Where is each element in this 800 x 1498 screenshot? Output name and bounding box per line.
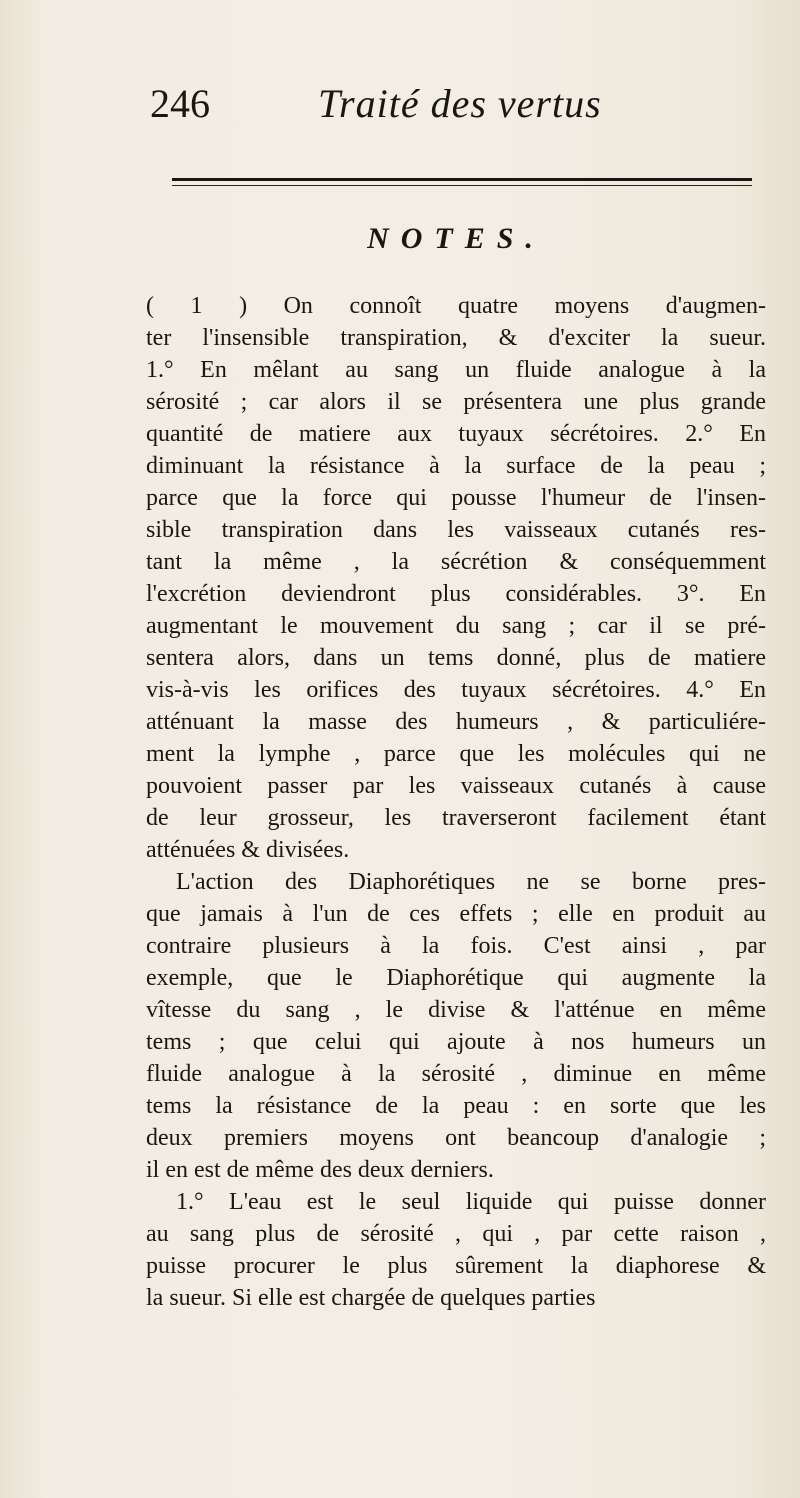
text-line: quantité de matiere aux tuyaux sécrétoires. 2.° En [146,421,766,447]
text-line: augmentant le mouvement du sang ; car il se pré- [146,613,766,639]
text-line: contraire plusieurs à la fois. C'est ainsi , par [146,933,766,959]
text-line: ( 1 ) On connoît quatre moyens d'augmen- [146,293,766,319]
text-line: L'action des Diaphorétiques ne se borne pres- [176,869,766,895]
text-line: que jamais à l'un de ces effets ; elle en produit au [146,901,766,927]
text-line: deux premiers moyens ont beancoup d'analogie ; [146,1125,766,1151]
page-header [150,72,750,132]
text-line: diminuant la résistance à la surface de la peau ; [146,453,766,479]
text-line: atténuées & divisées. [146,837,350,863]
text-line: sentera alors, dans un tems donné, plus de matiere [146,645,766,671]
text-line: sible transpiration dans les vaisseaux cutanés res- [146,517,766,543]
text-line: sérosité ; car alors il se présentera une plus grande [146,389,766,415]
text-line: de leur grosseur, les traverseront facilement étant [146,805,766,831]
text-line: ter l'insensible transpiration, & d'exciter la sueur. [146,325,766,351]
text-line: pouvoient passer par les vaisseaux cutanés à cause [146,773,766,799]
text-line: il en est de même des deux derniers. [146,1157,494,1183]
text-line: tems ; que celui qui ajoute à nos humeurs un [146,1029,766,1055]
text-line: au sang plus de sérosité , qui , par cette raison , [146,1221,766,1247]
text-line: 1.° L'eau est le seul liquide qui puisse donner [176,1189,766,1215]
text-line: fluide analogue à la sérosité , diminue en même [146,1061,766,1087]
running-head: Traité des vertus [318,81,602,126]
text-line: atténuant la masse des humeurs , & particuliére- [146,709,766,735]
text-line: l'excrétion deviendront plus considérables. 3°. En [146,581,766,607]
text-line: puisse procurer le plus sûrement la diaphorese & [146,1253,766,1279]
notes-title: NOTES. [367,222,545,255]
text-line: vis-à-vis les orifices des tuyaux sécrétoires. 4.° En [146,677,766,703]
text-line: tant la même , la sécrétion & conséquemment [146,549,766,575]
text-line: 1.° En mêlant au sang un fluide analogue à la [146,357,766,383]
text-line: parce que la force qui pousse l'humeur de l'insen- [146,485,766,511]
header-rule-thin [172,185,752,186]
text-line: ment la lymphe , parce que les molécules qui ne [146,741,766,767]
text-line: exemple, que le Diaphorétique qui augmente la [146,965,766,991]
header-rule [172,178,752,181]
text-line: vîtesse du sang , le divise & l'atténue en même [146,997,766,1023]
text-line: tems la résistance de la peau : en sorte que les [146,1093,766,1119]
notes-body [146,290,766,1314]
page-number: 246 [150,81,210,126]
text-line: la sueur. Si elle est chargée de quelques parties [146,1285,596,1311]
